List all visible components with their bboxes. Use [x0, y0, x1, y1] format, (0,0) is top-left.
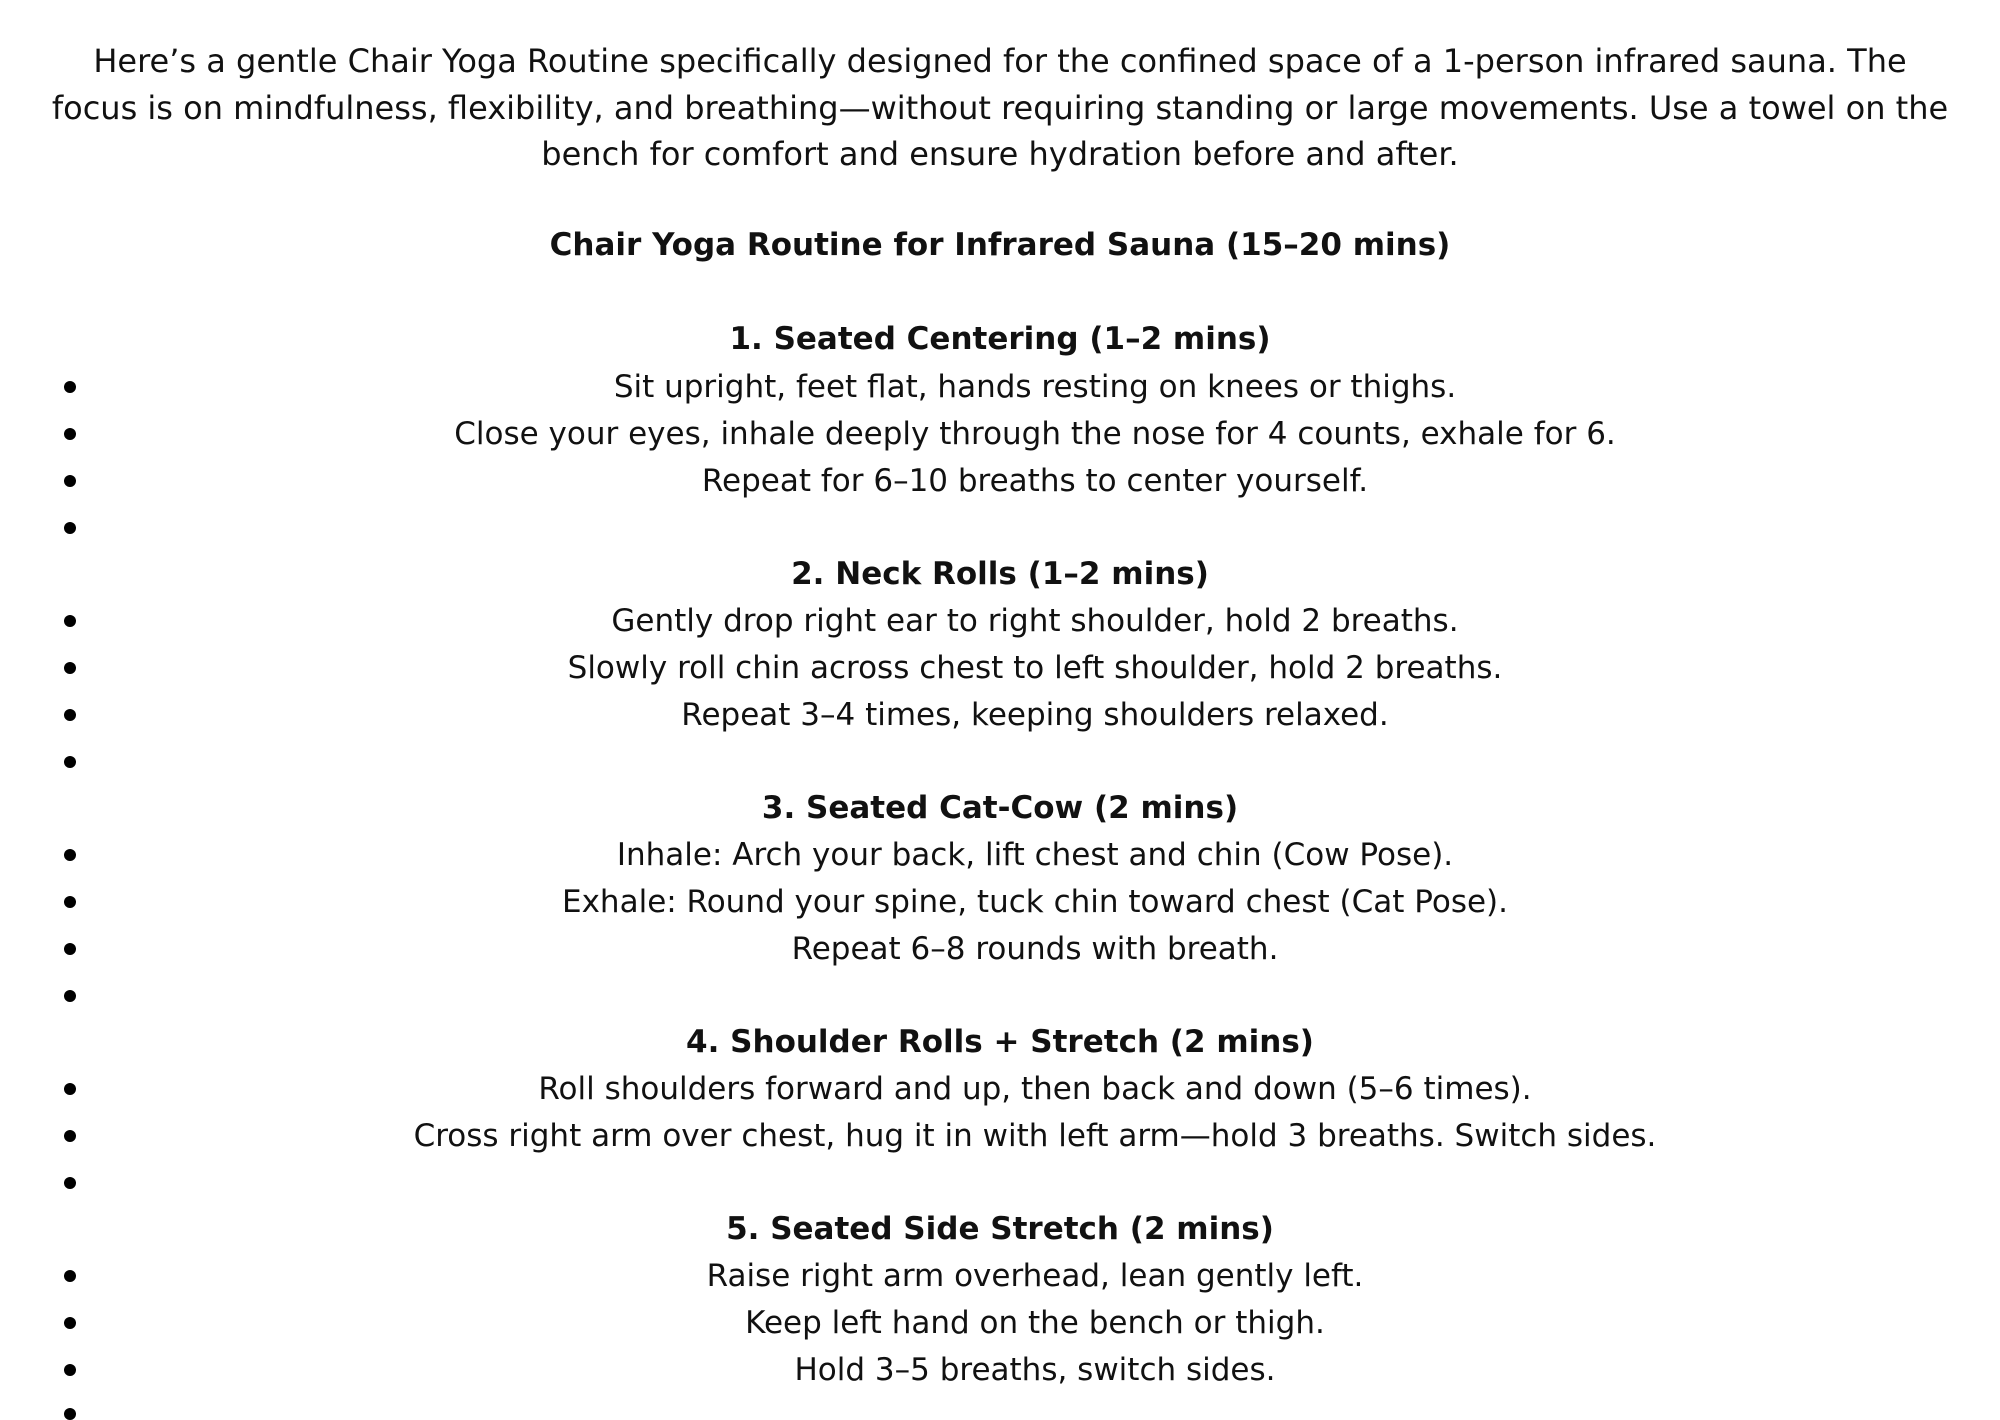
list-item-text: Gently drop right ear to right shoulder, hold 2 breaths.	[611, 603, 1459, 639]
section-heading: 4. Shoulder Rolls + Stretch (2 mins)	[686, 1024, 1314, 1060]
list-item-text: Repeat for 6–10 breaths to center yourself.	[701, 463, 1369, 499]
list-item	[0, 411, 2000, 457]
bullet-icon	[64, 662, 76, 674]
list-item	[0, 645, 2000, 691]
bullet-icon	[64, 615, 76, 627]
list-item-text: Cross right arm over chest, hug it in with left arm—hold 3 breaths. Switch sides.	[413, 1118, 1657, 1154]
list-item	[0, 832, 2000, 878]
bullet-icon	[64, 709, 76, 721]
bullet-icon	[64, 522, 76, 534]
bullet-icon	[64, 896, 76, 908]
list-item-empty	[0, 1368, 2000, 1414]
list-item	[0, 364, 2000, 410]
list-item	[0, 879, 2000, 925]
bullet-icon	[64, 849, 76, 861]
section-heading: 1. Seated Centering (1–2 mins)	[729, 321, 1271, 357]
bullet-icon	[64, 428, 76, 440]
bullet-icon	[64, 381, 76, 393]
list-item-text: Roll shoulders forward and up, then back and down (5–6 times).	[538, 1071, 1532, 1107]
list-item	[0, 1253, 2000, 1299]
bullet-icon	[64, 943, 76, 955]
list-item-text: Raise right arm overhead, lean gently left.	[706, 1258, 1364, 1294]
list-item-text: Sit upright, feet flat, hands resting on knees or thighs.	[613, 369, 1457, 405]
bullet-icon	[64, 1130, 76, 1142]
list-item	[0, 1066, 2000, 1112]
list-item-text: Exhale: Round your spine, tuck chin toward chest (Cat Pose).	[562, 884, 1508, 920]
list-item-text: Repeat 3–4 times, keeping shoulders relaxed.	[681, 697, 1389, 733]
list-item	[0, 926, 2000, 972]
list-item-text: Inhale: Arch your back, lift chest and chin (Cow Pose).	[616, 837, 1454, 873]
section-heading: 3. Seated Cat-Cow (2 mins)	[761, 790, 1239, 826]
list-item	[0, 1300, 2000, 1346]
intro-paragraph: Here’s a gentle Chair Yoga Routine specifically designed for the confined space of a 1-person infrared sauna. The focus is on mindfulness, flexibility, and breathing—without requiring standing or large movements. Use a towel on the bench for comfort and ensure hydration before and after.	[51, 42, 1949, 173]
section-heading: 5. Seated Side Stretch (2 mins)	[726, 1211, 1274, 1247]
bullet-icon	[64, 1270, 76, 1282]
list-item	[0, 1113, 2000, 1159]
list-item-text: Slowly roll chin across chest to left shoulder, hold 2 breaths.	[567, 650, 1503, 686]
bullet-icon	[64, 756, 76, 768]
list-item-empty	[0, 973, 2000, 1019]
list-item-text: Close your eyes, inhale deeply through the nose for 4 counts, exhale for 6.	[454, 416, 1616, 452]
list-item-empty	[0, 505, 2000, 551]
bullet-icon	[64, 1177, 76, 1189]
list-item	[0, 458, 2000, 504]
bullet-icon	[64, 1408, 76, 1420]
routine-title: Chair Yoga Routine for Infrared Sauna (15–20 mins)	[549, 227, 1451, 263]
list-item-empty	[0, 1160, 2000, 1206]
list-item-text: Hold 3–5 breaths, switch sides.	[794, 1352, 1276, 1388]
list-item-text: Keep left hand on the bench or thigh.	[745, 1305, 1325, 1341]
list-item-empty	[0, 739, 2000, 785]
list-item	[0, 598, 2000, 644]
bullet-icon	[64, 990, 76, 1002]
list-item	[0, 692, 2000, 738]
list-item-text: Repeat 6–8 rounds with breath.	[791, 931, 1279, 967]
bullet-icon	[64, 1083, 76, 1095]
section-heading: 2. Neck Rolls (1–2 mins)	[791, 556, 1209, 592]
bullet-icon	[64, 1317, 76, 1329]
bullet-icon	[64, 475, 76, 487]
